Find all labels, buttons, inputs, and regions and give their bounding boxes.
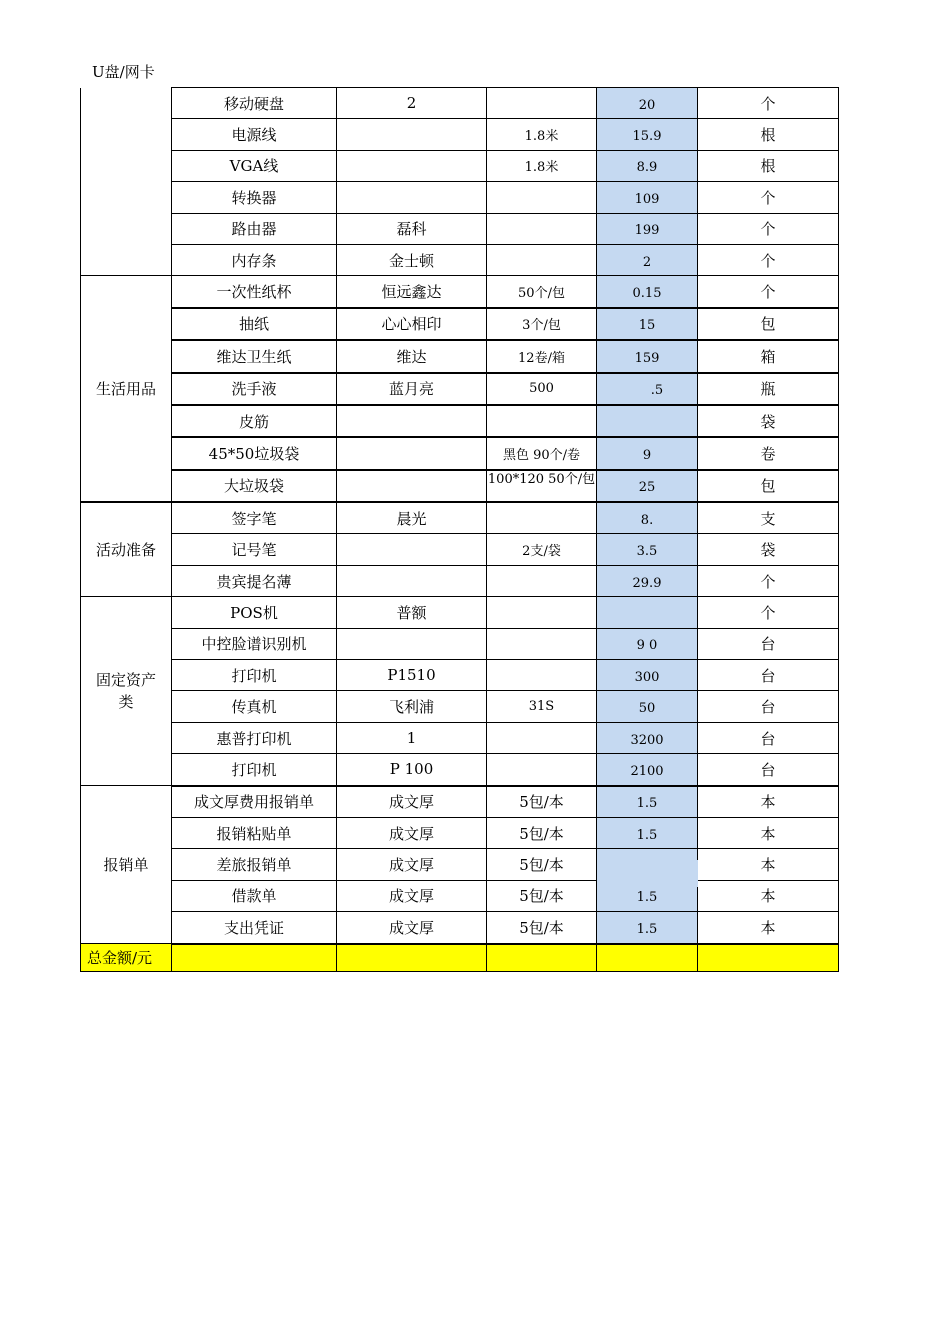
item-unit: 包: [698, 308, 839, 340]
item-unit: 箱: [698, 340, 839, 372]
item-name: 维达卫生纸: [172, 340, 337, 372]
total-cell: [597, 944, 698, 972]
item-name: 贵宾提名薄: [172, 565, 337, 596]
item-name: 差旅报销单: [172, 849, 337, 880]
item-unit: 个: [698, 213, 839, 244]
item-name: 转换器: [172, 182, 337, 213]
item-name: 内存条: [172, 244, 337, 275]
item-spec: [487, 722, 597, 753]
item-unit: 台: [698, 628, 839, 659]
item-unit: 台: [698, 754, 839, 786]
item-price: 8.: [597, 502, 698, 534]
item-price: 3.5: [597, 534, 698, 565]
item-price: 1.5: [597, 786, 698, 818]
table-row: [81, 722, 839, 753]
item-brand: [337, 119, 487, 150]
item-spec: [487, 213, 597, 244]
item-name: 一次性纸杯: [172, 276, 337, 308]
table-row: [81, 691, 839, 722]
item-brand: 2: [337, 88, 487, 119]
item-spec: 5包/本: [487, 786, 597, 818]
item-brand: P1510: [337, 660, 487, 691]
price-column-extension: [597, 860, 698, 887]
item-brand: 成文厚: [337, 786, 487, 818]
table-row: [81, 470, 839, 502]
item-unit: 个: [698, 276, 839, 308]
item-unit: 支: [698, 502, 839, 534]
table-row: [81, 340, 839, 372]
item-price: 199: [597, 213, 698, 244]
item-brand: 成文厚: [337, 912, 487, 944]
item-brand: 成文厚: [337, 880, 487, 911]
item-brand: 普额: [337, 597, 487, 628]
item-price: 15.9: [597, 119, 698, 150]
total-amount-label: 总金额/元: [81, 944, 172, 972]
item-spec: 12卷/箱: [487, 340, 597, 372]
total-cell: [487, 944, 597, 972]
item-unit: 台: [698, 660, 839, 691]
item-brand: 维达: [337, 340, 487, 372]
table-row: [81, 754, 839, 786]
item-price: 50: [597, 691, 698, 722]
item-spec: [487, 88, 597, 119]
item-unit: 个: [698, 565, 839, 596]
item-spec: 5包/本: [487, 912, 597, 944]
table-row: [81, 660, 839, 691]
item-name: 打印机: [172, 660, 337, 691]
item-spec: [487, 405, 597, 437]
item-name: 移动硬盘: [172, 88, 337, 119]
table-row: [81, 276, 839, 308]
table-row: [81, 817, 839, 848]
table-row: [81, 437, 839, 469]
item-brand: [337, 470, 487, 502]
item-unit: 根: [698, 150, 839, 181]
table-row: [81, 150, 839, 181]
item-unit: 个: [698, 244, 839, 275]
item-brand: 成文厚: [337, 817, 487, 848]
table-row: [81, 88, 839, 119]
item-name: VGA线: [172, 150, 337, 181]
category-living: 生活用品: [81, 276, 172, 502]
item-spec: [487, 244, 597, 275]
item-brand: P 100: [337, 754, 487, 786]
item-brand: 磊科: [337, 213, 487, 244]
item-spec: 50个/包: [487, 276, 597, 308]
item-unit: 袋: [698, 534, 839, 565]
item-name: 皮筋: [172, 405, 337, 437]
item-brand: 晨光: [337, 502, 487, 534]
table-row: [81, 308, 839, 340]
item-price: 0.15: [597, 276, 698, 308]
item-price: 29.9: [597, 565, 698, 596]
item-price: 25: [597, 470, 698, 502]
item-price: 15: [597, 308, 698, 340]
item-name: 报销粘贴单: [172, 817, 337, 848]
item-unit: 个: [698, 597, 839, 628]
total-row: [81, 944, 839, 972]
item-unit: 本: [698, 880, 839, 911]
table-row: [81, 373, 839, 405]
item-name: 支出凭证: [172, 912, 337, 944]
item-price: 2: [597, 244, 698, 275]
table-row: [81, 628, 839, 659]
item-name: 传真机: [172, 691, 337, 722]
item-spec: [487, 597, 597, 628]
table-row: [81, 597, 839, 628]
item-name: 打印机: [172, 754, 337, 786]
item-brand: [337, 565, 487, 596]
item-spec: 1.8米: [487, 119, 597, 150]
item-price: 9: [597, 437, 698, 469]
item-unit: 卷: [698, 437, 839, 469]
item-spec: 5包/本: [487, 849, 597, 880]
category-cell-blank: [81, 88, 172, 276]
table-row: [81, 119, 839, 150]
table-row: [81, 405, 839, 437]
item-unit: 个: [698, 88, 839, 119]
item-spec: 1.8米: [487, 150, 597, 181]
item-spec: [487, 182, 597, 213]
item-unit: 台: [698, 691, 839, 722]
table-row: [81, 244, 839, 275]
item-price: [597, 597, 698, 628]
item-name: 记号笔: [172, 534, 337, 565]
item-price: 8.9: [597, 150, 698, 181]
category-event: 活动准备: [81, 502, 172, 597]
item-unit: 本: [698, 786, 839, 818]
item-name: 惠普打印机: [172, 722, 337, 753]
purchase-list-table: [80, 87, 839, 972]
item-price: 9 0: [597, 628, 698, 659]
item-unit: 瓶: [698, 373, 839, 405]
item-name: 路由器: [172, 213, 337, 244]
item-spec: [487, 565, 597, 596]
item-spec: 2支/袋: [487, 534, 597, 565]
item-unit: 根: [698, 119, 839, 150]
table-row: [81, 534, 839, 565]
item-unit: 本: [698, 849, 839, 880]
table-row: [81, 565, 839, 596]
item-name: 电源线: [172, 119, 337, 150]
item-price: 1.5: [597, 880, 698, 911]
total-cell: [172, 944, 337, 972]
item-spec: 黑色 90个/卷: [487, 437, 597, 469]
table-row: [81, 849, 839, 880]
item-brand: 1: [337, 722, 487, 753]
item-price: 1.5: [597, 912, 698, 944]
item-brand: 成文厚: [337, 849, 487, 880]
item-price: 20: [597, 88, 698, 119]
item-spec: 5包/本: [487, 817, 597, 848]
item-name: 大垃圾袋: [172, 470, 337, 502]
item-brand: 心心相印: [337, 308, 487, 340]
item-brand: [337, 534, 487, 565]
item-name: 洗手液: [172, 373, 337, 405]
top-category-label: U盘/网卡: [92, 63, 155, 81]
item-unit: 本: [698, 912, 839, 944]
item-spec: 500: [487, 373, 597, 405]
category-fixed-assets: 固定资产类: [81, 597, 172, 786]
table-row: [81, 182, 839, 213]
total-cell: [698, 944, 839, 972]
item-brand: [337, 628, 487, 659]
item-spec: [487, 628, 597, 659]
item-price: [597, 405, 698, 437]
item-brand: 金士顿: [337, 244, 487, 275]
item-spec: 3个/包: [487, 308, 597, 340]
item-brand: [337, 182, 487, 213]
item-unit: 个: [698, 182, 839, 213]
item-brand: [337, 150, 487, 181]
item-name: 签字笔: [172, 502, 337, 534]
item-price: 2100: [597, 754, 698, 786]
item-price: 3200: [597, 722, 698, 753]
item-spec: 5包/本: [487, 880, 597, 911]
item-spec: 31S: [487, 691, 597, 722]
item-name: 借款单: [172, 880, 337, 911]
item-price: .5: [597, 373, 698, 405]
item-spec: [487, 660, 597, 691]
item-brand: [337, 437, 487, 469]
item-name: 成文厚费用报销单: [172, 786, 337, 818]
table-row: [81, 502, 839, 534]
table-row: [81, 786, 839, 818]
item-brand: 恒远鑫达: [337, 276, 487, 308]
item-price: 159: [597, 340, 698, 372]
item-spec: 100*120 50个/包: [487, 470, 597, 502]
item-spec: [487, 754, 597, 786]
item-price: 300: [597, 660, 698, 691]
item-name: 抽纸: [172, 308, 337, 340]
item-brand: [337, 405, 487, 437]
item-price: 1.5: [597, 817, 698, 848]
item-unit: 包: [698, 470, 839, 502]
table-row: [81, 880, 839, 911]
item-brand: 飞利浦: [337, 691, 487, 722]
total-cell: [337, 944, 487, 972]
item-unit: 本: [698, 817, 839, 848]
item-unit: 台: [698, 722, 839, 753]
item-unit: 袋: [698, 405, 839, 437]
table-row: [81, 912, 839, 944]
item-name: 中控脸谱识别机: [172, 628, 337, 659]
item-spec: [487, 502, 597, 534]
item-name: POS机: [172, 597, 337, 628]
item-name: 45*50垃圾袋: [172, 437, 337, 469]
table-row: [81, 213, 839, 244]
item-brand: 蓝月亮: [337, 373, 487, 405]
category-reimbursement: 报销单: [81, 786, 172, 944]
item-price: 109: [597, 182, 698, 213]
